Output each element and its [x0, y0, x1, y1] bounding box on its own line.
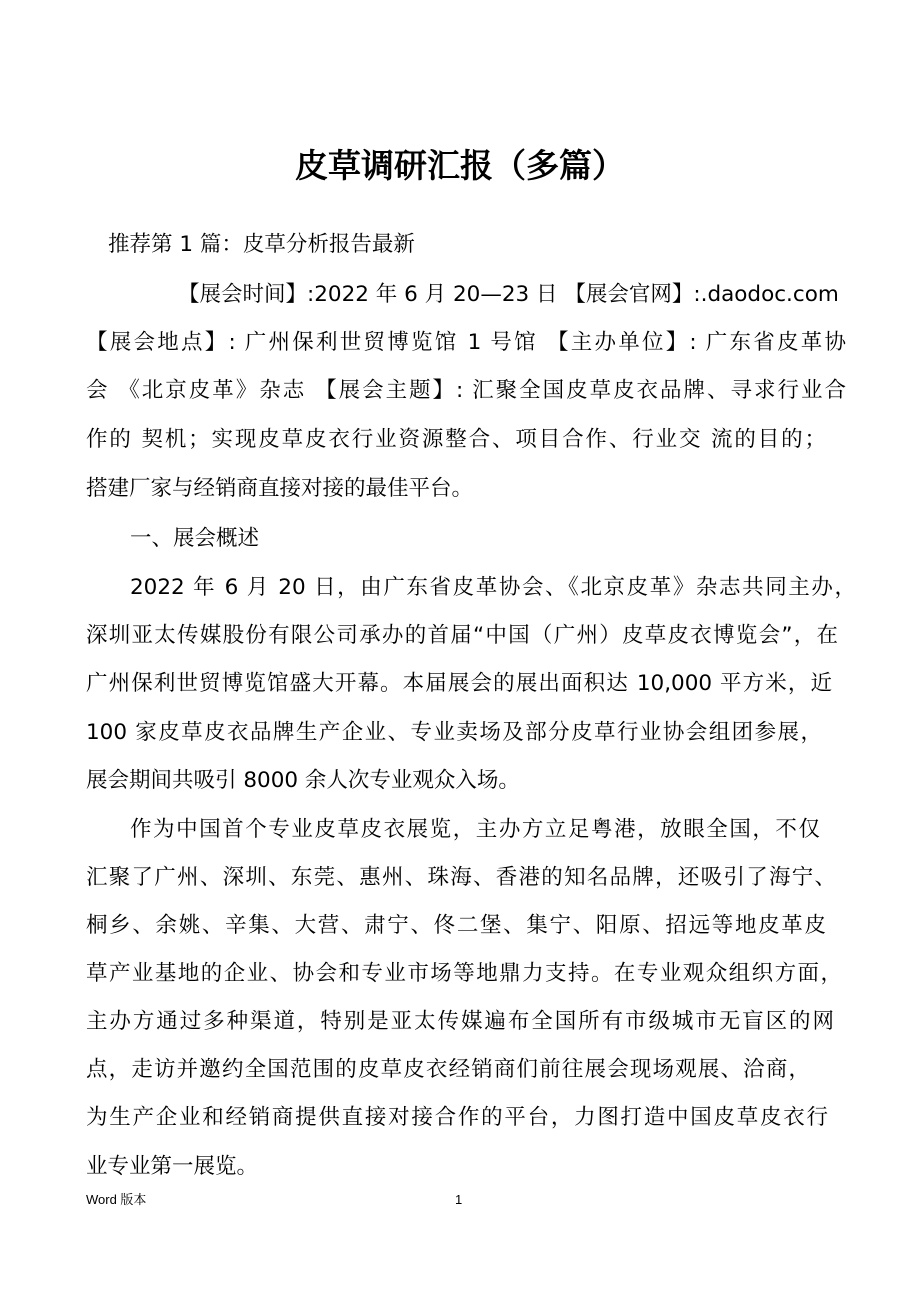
paragraph-line: 业专业第一展览。: [86, 1154, 259, 1179]
paragraph-line: 100 家皮草皮衣品牌生产企业、专业卖场及部分皮草行业协会组团参展，: [86, 720, 822, 745]
paragraph-line: 点，走访并邀约全国范围的皮草皮衣经销商们前往展会现场观展、洽商，: [86, 1057, 810, 1082]
expo-info-line: 搭建厂家与经销商直接对接的最佳平台。: [86, 476, 474, 501]
paragraph-line: 汇聚了广州、深圳、东莞、惠州、珠海、香港的知名品牌，还吸引了海宁、: [86, 865, 836, 890]
expo-info-line: 会 《北京皮革》杂志 【展会主题】: 汇聚全国皮草皮衣品牌、寻求行业合: [86, 378, 846, 403]
page-number: 1: [455, 1192, 463, 1207]
recommend-heading: 推荐第 1 篇：皮草分析报告最新: [108, 232, 415, 257]
paragraph-line: 主办方通过多种渠道，特别是亚太传媒遍布全国所有市级城市无盲区的网: [86, 1009, 834, 1034]
section-heading: 一、展会概述: [130, 526, 260, 551]
paragraph-line: 广州保利世贸博览馆盛大开幕。本届展会的展出面积达 10,000 平方米，近: [86, 671, 832, 696]
paragraph-line: 桐乡、余姚、辛集、大营、肃宁、佟二堡、集宁、阳原、招远等地皮革皮: [86, 913, 826, 938]
footer-label: Word 版本: [86, 1192, 147, 1207]
expo-info-line: 作的 契机；实现皮草皮衣行业资源整合、项目合作、行业交 流的目的；: [86, 427, 826, 452]
paragraph-line: 草产业基地的企业、协会和专业市场等地鼎力支持。在专业观众组织方面，: [86, 961, 842, 986]
expo-info-line: 【展会时间】:2022 年 6 月 20—23 日 【展会官网】:.daodoc.com: [178, 282, 839, 307]
paragraph-line: 深圳亚太传媒股份有限公司承办的首届“中国（广州）皮草皮衣博览会”，在: [86, 623, 838, 648]
expo-info-line: 【展会地点】: 广州保利世贸博览馆 1 号馆 【主办单位】: 广东省皮革协: [86, 330, 846, 355]
document-title: 皮草调研汇报（多篇）: [295, 146, 625, 185]
paragraph-line: 作为中国首个专业皮草皮衣展览，主办方立足粤港，放眼全国，不仅: [130, 817, 820, 842]
paragraph-line: 2022 年 6 月 20 日，由广东省皮革协会、《北京皮革》杂志共同主办，: [130, 575, 856, 600]
paragraph-line: 展会期间共吸引 8000 余人次专业观众入场。: [86, 768, 520, 793]
paragraph-line: 为生产企业和经销商提供直接对接合作的平台，力图打造中国皮草皮衣行: [86, 1105, 828, 1130]
